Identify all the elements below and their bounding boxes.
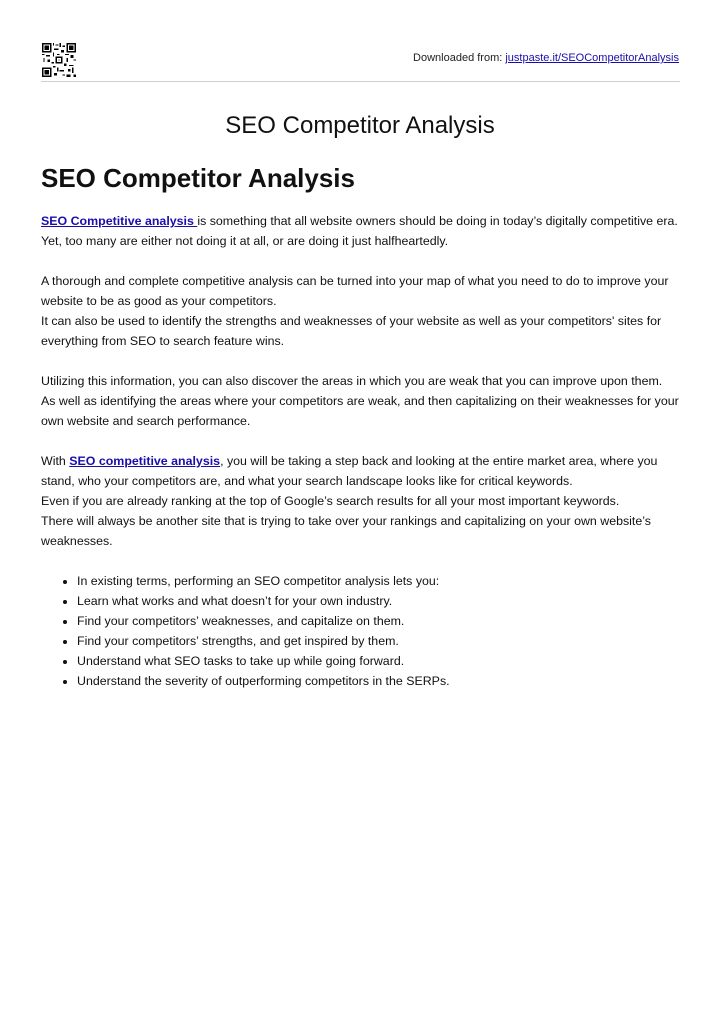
paragraph-utilizing xyxy=(41,371,685,431)
paragraph-map xyxy=(41,271,685,351)
header-divider xyxy=(41,81,680,82)
market-text: , you will be taking a step back and looking at the entire market area, where you stand, who your competitors are, and what your search landscape looks like for critical keywords. xyxy=(41,454,658,488)
qr-code-icon xyxy=(42,43,76,77)
intro-text: is something that all website owners should be doing in today’s digitally competitive era. Yet, too many are either not doing it at all, or are doing it just halfheartedly. xyxy=(41,214,678,248)
list-item: • Understand what SEO tasks to take up while going forward. xyxy=(77,651,685,671)
paragraph-market xyxy=(41,451,685,551)
list-item: • Understand the severity of outperforming competitors in the SERPs. xyxy=(77,671,685,691)
seo-competitive-analysis-link[interactable]: SEO Competitive analysis xyxy=(41,214,198,228)
article-body xyxy=(41,211,685,691)
market-text-line3: There will always be another site that is trying to take over your rankings and capitalizing on your own website’s weaknesses. xyxy=(41,514,651,548)
benefits-list xyxy=(41,571,685,691)
list-item: • Find your competitors’ weaknesses, and capitalize on them. xyxy=(77,611,685,631)
utilizing-text-line2: As well as identifying the areas where your competitors are weak, and then capitalizing on their weaknesses for your own website and search performance. xyxy=(41,394,679,428)
utilizing-text-line1: Utilizing this information, you can also discover the areas in which you are weak that you can improve upon them. xyxy=(41,374,663,388)
list-item: • Learn what works and what doesn’t for your own industry. xyxy=(77,591,685,611)
document-title: SEO Competitor Analysis xyxy=(225,112,495,139)
map-text-line2: It can also be used to identify the strengths and weaknesses of your website as well as your competitors' sites for everything from SEO to search feature wins. xyxy=(41,314,662,348)
market-text-line2: Even if you are already ranking at the top of Google’s search results for all your most important keywords. xyxy=(41,494,620,508)
download-source xyxy=(413,52,679,64)
list-item: • Find your competitors’ strengths, and get inspired by them. xyxy=(77,631,685,651)
map-text-line1: A thorough and complete competitive analysis can be turned into your map of what you need to do to improve your website to be as good as your competitors. xyxy=(41,274,669,308)
list-item: • In existing terms, performing an SEO competitor analysis lets you: xyxy=(77,571,685,591)
seo-competitive-analysis-link-2[interactable]: SEO competitive analysis xyxy=(69,454,221,468)
paragraph-intro xyxy=(41,211,685,251)
download-prefix: Downloaded from: xyxy=(413,52,506,64)
page-heading: SEO Competitor Analysis xyxy=(41,163,355,193)
market-prefix: With xyxy=(41,454,70,468)
source-link[interactable]: justpaste.it/SEOCompetitorAnalysis xyxy=(505,52,679,64)
